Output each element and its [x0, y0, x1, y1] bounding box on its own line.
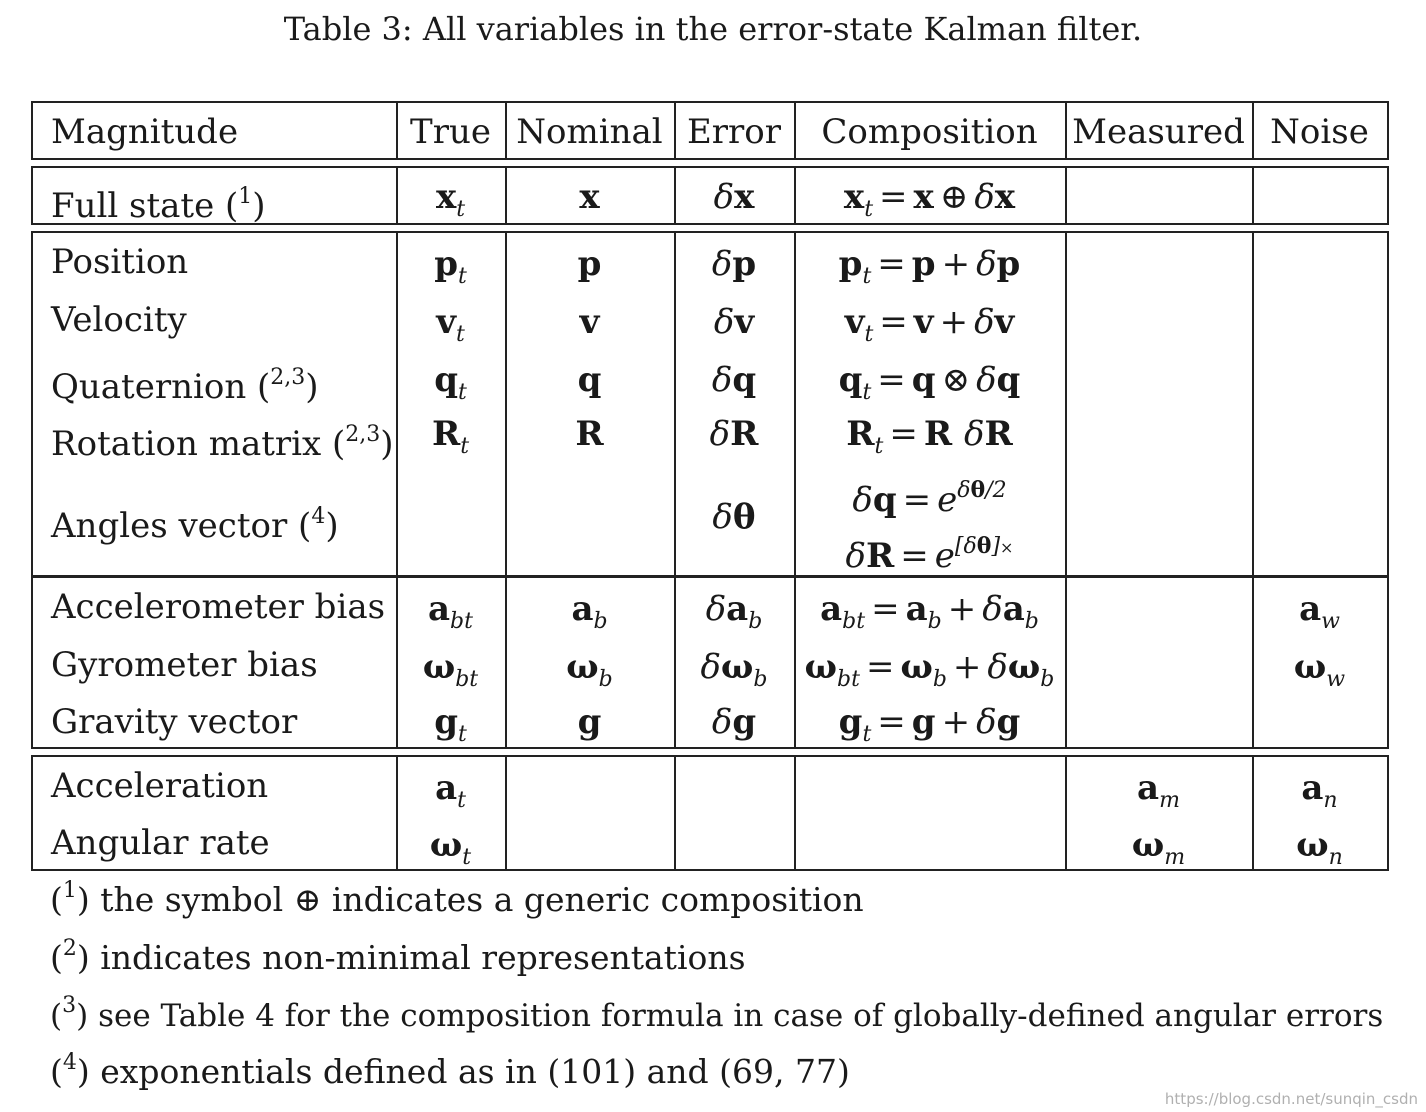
rotation-true: $R_t$: [431, 414, 470, 459]
angles-composition-q: $\delta q = e^{\delta\theta/2}$: [852, 477, 1007, 520]
measurement-group: [31, 755, 1389, 871]
accel-bias-error: $\delta a_b$: [705, 589, 763, 634]
header-true: True: [410, 112, 491, 152]
bias-group: [31, 576, 1389, 749]
rotation-error: δR: [709, 414, 759, 454]
quaternion-nominal: q: [577, 360, 602, 400]
gravity-composition: $g_t = g + \delta g$: [838, 702, 1021, 747]
row-quaternion-label: Quaternion ($^{2,3}$): [51, 365, 319, 407]
full-state-true: $x_t$: [435, 177, 466, 222]
gravity-nominal: g: [577, 702, 602, 742]
header-noise: Noise: [1270, 112, 1369, 152]
header-nominal: Nominal: [516, 112, 663, 152]
accel-bias-nominal: $a_b$: [571, 589, 608, 634]
accel-bias-composition: $a_{bt} = a_b + \delta a_b$: [820, 589, 1039, 634]
gyro-bias-error: $\delta\omega_b$: [700, 647, 768, 692]
header-magnitude: Magnitude: [51, 112, 239, 152]
angular-rate-noise: $\omega_n$: [1296, 825, 1343, 870]
footnote-1: ($^1$) the symbol ⊕ indicates a generic composition: [50, 878, 864, 919]
quaternion-composition: $q_t = q$ ⊗ δq: [838, 360, 1021, 405]
full-state-error: δx: [713, 177, 755, 217]
gyro-bias-composition: $\omega_{bt} = \omega_b + \delta\omega_b$: [804, 647, 1055, 692]
row-gravity-label: Gravity vector: [51, 702, 298, 742]
header-measured: Measured: [1072, 112, 1245, 152]
gyro-bias-true: $\omega_{bt}$: [422, 647, 479, 692]
gyro-bias-noise: $\omega_w$: [1293, 647, 1346, 692]
position-nominal: p: [577, 244, 602, 284]
accel-bias-true: $a_{bt}$: [428, 589, 473, 634]
row-acceleration-label: Acceleration: [51, 766, 269, 806]
velocity-nominal: v: [579, 302, 600, 342]
quaternion-error: δq: [711, 360, 757, 400]
header-composition: Composition: [821, 112, 1038, 152]
footnote-3: ($^3$) see Table 4 for the composition formula in case of globally-defined angular errors: [50, 993, 1384, 1034]
kinematic-group: [31, 231, 1389, 577]
rotation-composition: $R_t = R$ δR: [846, 414, 1013, 459]
table-caption: Table 3: All variables in the error-state Kalman filter.: [283, 10, 1143, 48]
accel-bias-noise: $a_w$: [1299, 589, 1340, 634]
gravity-error: δg: [711, 702, 757, 742]
position-composition: $p_t = p + \delta p$: [838, 244, 1021, 289]
row-accel-bias-label: Accelerometer bias: [51, 587, 386, 627]
angular-rate-true: $\omega_t$: [429, 825, 472, 870]
angles-composition-r: $\delta R = e^{[\delta\theta]\times}$: [845, 533, 1014, 576]
row-position-label: Position: [51, 242, 189, 282]
row-rotation-matrix-label: Rotation matrix ($^{2,3}$): [51, 422, 394, 464]
gravity-true: $g_t$: [434, 702, 467, 747]
row-velocity-label: Velocity: [51, 300, 187, 340]
row-full-state-label: Full state ($^1$): [51, 184, 266, 226]
full-state-composition: $x_t = x$ ⊕ δx: [843, 177, 1016, 222]
quaternion-true: $q_t$: [434, 360, 467, 405]
position-error: δp: [711, 244, 757, 284]
watermark: https://blog.csdn.net/sunqin_csdn: [1164, 1090, 1418, 1108]
rotation-nominal: R: [575, 414, 604, 454]
header-group: [31, 101, 1389, 160]
acceleration-true: $a_t$: [435, 768, 466, 813]
acceleration-noise: $a_n$: [1301, 768, 1338, 813]
footnote-4: ($^4$) exponentials defined as in (101) and (69, 77): [50, 1050, 850, 1091]
full-state-group: [31, 166, 1389, 225]
row-gyro-bias-label: Gyrometer bias: [51, 645, 318, 685]
velocity-composition: $v_t = v + \delta v$: [844, 302, 1015, 347]
velocity-true: $v_t$: [436, 302, 465, 347]
gyro-bias-nominal: $\omega_b$: [566, 647, 613, 692]
position-true: $p_t$: [434, 244, 467, 289]
footnote-2: ($^2$) indicates non-minimal representations: [50, 936, 746, 977]
header-error: Error: [686, 112, 782, 152]
angles-error: δθ: [712, 497, 756, 537]
acceleration-measured: $a_m$: [1137, 768, 1180, 813]
velocity-error: δv: [713, 302, 755, 342]
row-angles-vector-label: Angles vector ($^4$): [51, 504, 339, 546]
row-angular-rate-label: Angular rate: [51, 823, 270, 863]
full-state-nominal: x: [579, 177, 600, 217]
angular-rate-measured: $\omega_m$: [1131, 825, 1186, 870]
